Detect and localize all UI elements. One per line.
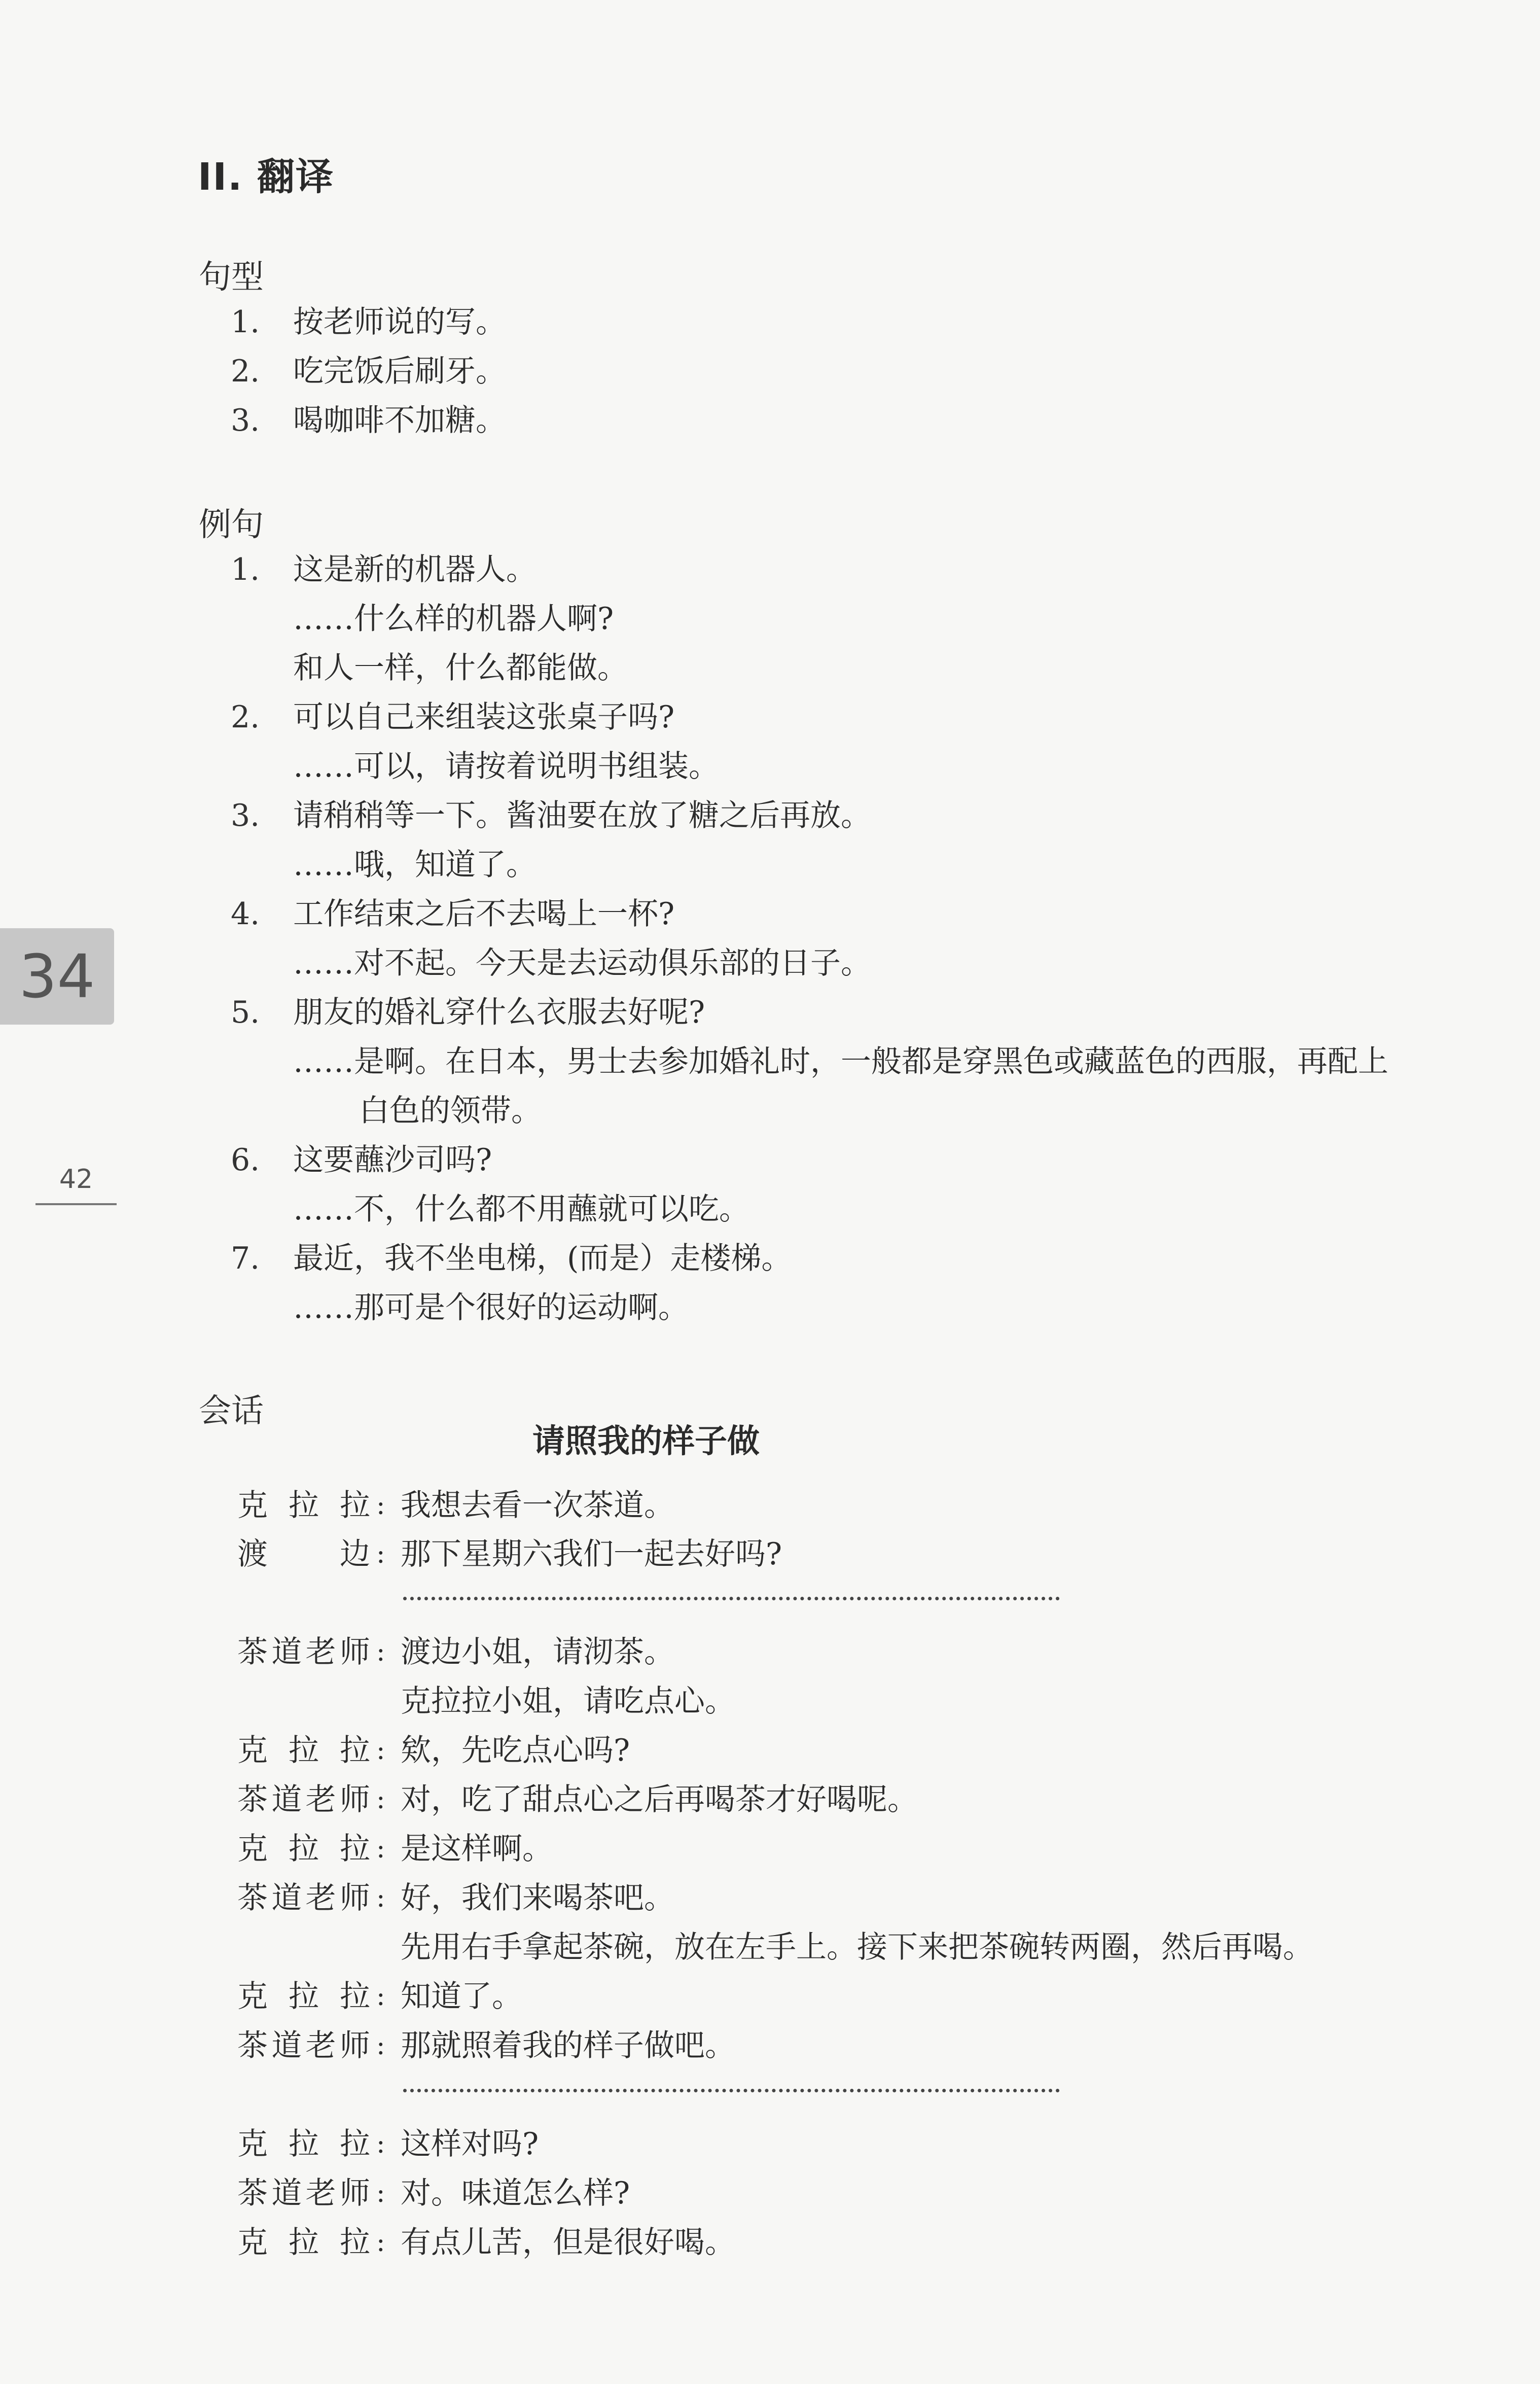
speaker-colon: : (376, 1883, 385, 1913)
speaker-colon: : (376, 1735, 385, 1766)
example-number: 2. (231, 699, 260, 735)
speaker-colon: : (376, 1784, 385, 1815)
example-response: ……是啊。在日本，男士去参加婚礼时，一般都是穿黑色或藏蓝色的西服，再配上 (293, 1044, 1388, 1079)
example-response: ……不，什么都不用蘸就可以吃。 (293, 1191, 749, 1227)
example-response: 和人一样，什么都能做。 (293, 650, 628, 686)
pattern-sentence: 吃完饭后刷牙。 (293, 354, 506, 389)
speaker-colon: : (376, 1637, 385, 1667)
dialogue-line: 这样对吗? (401, 2126, 539, 2162)
example-response: ……哦，知道了。 (293, 847, 536, 883)
speaker-colon: : (376, 1490, 385, 1521)
speaker-name: 克拉拉 (237, 1733, 370, 1768)
example-response: ……对不起。今天是去运动俱乐部的日子。 (293, 945, 871, 981)
speaker-name: 茶道老师 (237, 2176, 370, 2211)
dotted-separator (403, 2089, 1060, 2092)
section-heading: II. 翻译 (198, 155, 334, 199)
speaker-name: 茶道老师 (237, 1782, 370, 1817)
speaker-name: 克拉拉 (237, 2225, 370, 2260)
page-number: 42 (59, 1164, 93, 1195)
example-number: 6. (231, 1142, 260, 1178)
speaker-colon: : (376, 1834, 385, 1864)
dialogue-line-continued: 克拉拉小姐，请吃点心。 (401, 1684, 735, 1719)
conversation-section-title: 会话 (199, 1392, 264, 1430)
lesson-number: 34 (19, 941, 95, 1011)
pattern-number: 2. (231, 354, 260, 389)
example-sentence: 这是新的机器人。 (293, 552, 536, 587)
pattern-number: 3. (231, 403, 260, 438)
speaker-name: 茶道老师 (237, 2028, 370, 2063)
dialogue-line: 有点儿苦，但是很好喝。 (401, 2225, 735, 2260)
dialogue-line: 我想去看一次茶道。 (401, 1488, 674, 1523)
example-sentence: 最近，我不坐电梯，(而是）走楼梯。 (293, 1241, 792, 1276)
example-response: ……可以，请按着说明书组装。 (293, 749, 719, 784)
speaker-colon: : (376, 2030, 385, 2061)
dialogue-line: 对，吃了甜点心之后再喝茶才好喝呢。 (401, 1782, 918, 1817)
example-sentence: 请稍稍等一下。酱油要在放了糖之后再放。 (293, 798, 871, 833)
dialogue-line: 知道了。 (401, 1979, 522, 2014)
dialogue-line-continued: 先用右手拿起茶碗，放在左手上。接下来把茶碗转两圈，然后再喝。 (401, 1930, 1313, 1965)
speaker-colon: : (376, 2227, 385, 2258)
dialogue-line: 好，我们来喝茶吧。 (401, 1880, 674, 1916)
speaker-name: 渡边 (237, 1536, 370, 1572)
pattern-number: 1. (231, 304, 260, 340)
speaker-name: 克拉拉 (237, 1979, 370, 2014)
example-number: 5. (231, 995, 260, 1030)
pattern-section-title: 句型 (199, 259, 264, 296)
example-response: ……那可是个很好的运动啊。 (293, 1290, 689, 1325)
example-number: 1. (231, 552, 260, 587)
example-response: ……什么样的机器人啊? (293, 601, 614, 637)
example-section-title: 例句 (199, 506, 264, 544)
speaker-name: 茶道老师 (237, 1880, 370, 1916)
dialogue-line: 是这样啊。 (401, 1831, 553, 1867)
dotted-separator (403, 1597, 1060, 1600)
speaker-colon: : (376, 1981, 385, 2012)
example-number: 3. (231, 798, 260, 833)
pattern-sentence: 喝咖啡不加糖。 (293, 403, 506, 438)
example-sentence: 这要蘸沙司吗? (293, 1142, 492, 1178)
speaker-colon: : (376, 2178, 385, 2208)
dialogue-line: 欸，先吃点心吗? (401, 1733, 630, 1768)
dialogue-title: 请照我的样子做 (532, 1422, 760, 1460)
dialogue-line: 渡边小姐，请沏茶。 (401, 1634, 674, 1670)
example-number: 4. (231, 896, 260, 932)
example-sentence: 朋友的婚礼穿什么衣服去好呢? (293, 995, 705, 1030)
example-response-continued: 白色的领带。 (359, 1093, 542, 1129)
example-number: 7. (231, 1241, 260, 1276)
example-sentence: 可以自己来组装这张桌子吗? (293, 699, 675, 735)
example-sentence: 工作结束之后不去喝上一杯? (293, 896, 675, 932)
speaker-colon: : (376, 1539, 385, 1569)
speaker-name: 克拉拉 (237, 2126, 370, 2162)
speaker-name: 克拉拉 (237, 1831, 370, 1867)
page-number-rule (35, 1203, 117, 1205)
speaker-name: 茶道老师 (237, 1634, 370, 1670)
speaker-colon: : (376, 2129, 385, 2159)
dialogue-line: 对。味道怎么样? (401, 2176, 630, 2211)
speaker-name: 克拉拉 (237, 1488, 370, 1523)
pattern-sentence: 按老师说的写。 (293, 304, 506, 340)
dialogue-line: 那下星期六我们一起去好吗? (401, 1536, 782, 1572)
dialogue-line: 那就照着我的样子做吧。 (401, 2028, 735, 2063)
